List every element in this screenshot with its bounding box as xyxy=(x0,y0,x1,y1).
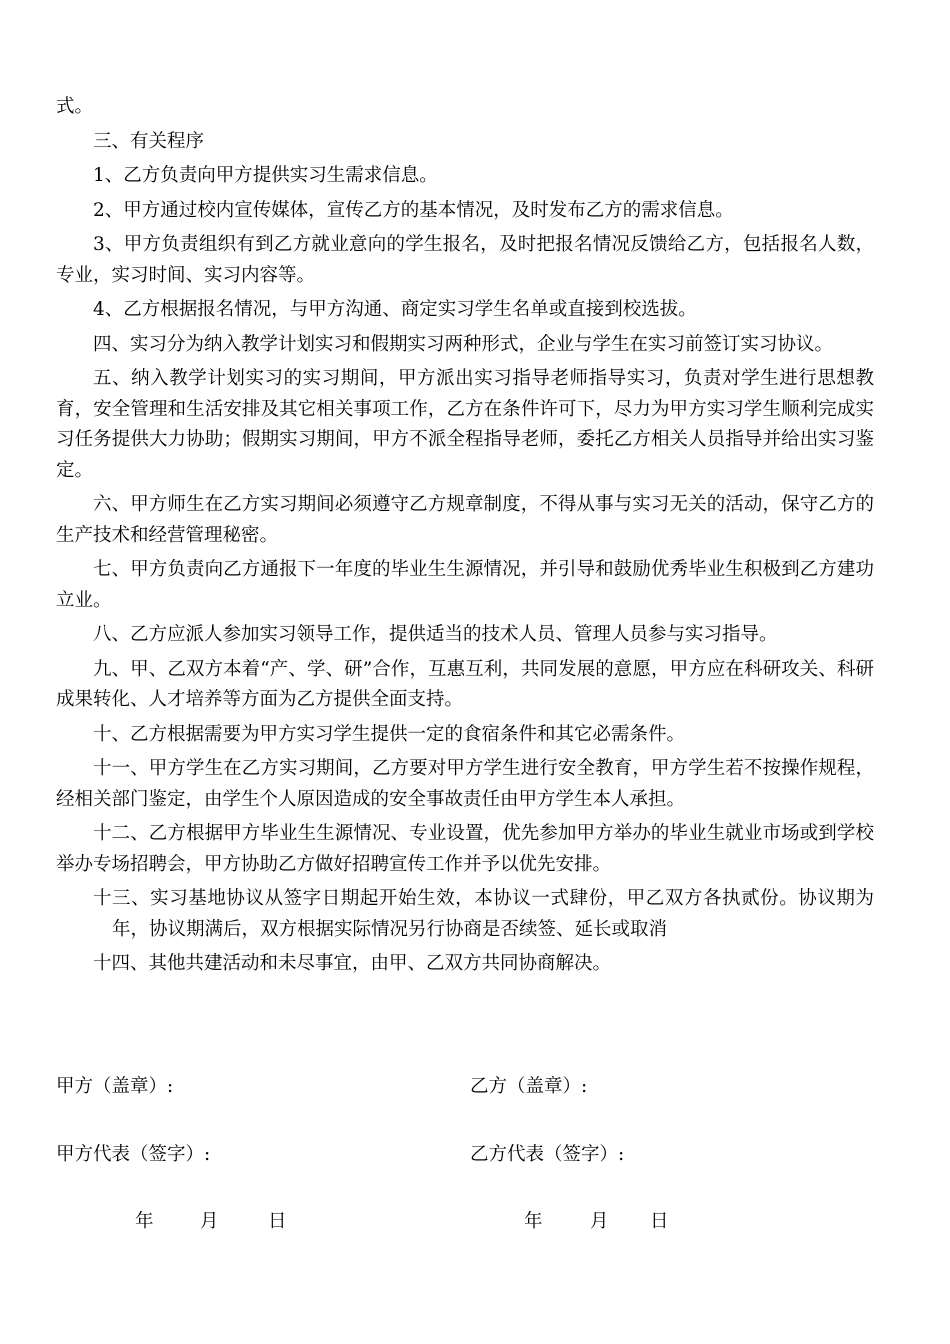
paragraph-section-6: 六、甲方师生在乙方实习期间必须遵守乙方规章制度，不得从事与实习无关的活动，保守乙方的生产技术和经营管理秘密。 xyxy=(56,494,874,546)
paragraph-section-4: 四、实习分为纳入教学计划实习和假期实习两种形式，企业与学生在实习前签订实习协议。 xyxy=(93,333,834,355)
party-a-day: 日 xyxy=(268,1211,287,1232)
paragraph-13-part2: 年，协议期满后，双方根据实际情况另行协商是否续签、延长或取消 xyxy=(112,918,668,940)
party-b-day: 日 xyxy=(650,1211,669,1232)
party-a-representative-label: 甲方代表（签字）: xyxy=(56,1144,211,1165)
paragraph-section-7: 七、甲方负责向乙方通报下一年度的毕业生生源情况，并引导和鼓励优秀毕业生积极到乙方建功立业。 xyxy=(56,559,874,611)
paragraph-3-3: 3、甲方负责组织有到乙方就业意向的学生报名，及时把报名情况反馈给乙方，包括报名人数，专业，实习时间、实习内容等。 xyxy=(56,234,874,286)
party-b-seal-label: 乙方（盖章）: xyxy=(470,1076,588,1097)
paragraph-section-8: 八、乙方应派人参加实习领导工作，提供适当的技术人员、管理人员参与实习指导。 xyxy=(93,624,778,645)
party-b-month: 月 xyxy=(590,1211,609,1232)
agreement-body xyxy=(56,92,874,984)
party-a-month: 月 xyxy=(200,1211,219,1232)
paragraph-section-5: 五、纳入教学计划实习的实习期间，甲方派出实习指导老师指导实习，负责对学生进行思想教育，安全管理和生活安排及其它相关事项工作，乙方在条件许可下，尽力为甲方实习学生顺利完成实习任务提供大力协助；假期实习期间，甲方不派全程指导老师，委托乙方相关人员指导并给出实习鉴定。 xyxy=(56,368,874,481)
paragraph-13-part1: 十三、实习基地协议从签字日期起开始生效，本协议一式肆份，甲乙双方各执贰份。协议期为 xyxy=(93,888,874,909)
party-a-seal-label: 甲方（盖章）: xyxy=(56,1076,174,1097)
paragraph-section-14: 十四、其他共建活动和未尽事宜，由甲、乙双方共同协商解决。 xyxy=(93,953,612,974)
paragraph-3-1: 1、乙方负责向甲方提供实习生需求信息。 xyxy=(93,165,438,186)
paragraph-section-11: 十一、甲方学生在乙方实习期间，乙方要对甲方学生进行安全教育，甲方学生若不按操作规程，经相关部门鉴定，由学生个人原因造成的安全事故责任由甲方学生本人承担。 xyxy=(56,758,874,810)
paragraph-3-4: 4、乙方根据报名情况，与甲方沟通、商定实习学生名单或直接到校选拔。 xyxy=(93,299,697,320)
lead-line: 式。 xyxy=(56,96,94,117)
paragraph-section-3: 三、有关程序 xyxy=(93,130,205,152)
paragraph-section-9: 九、甲、乙双方本着“产、学、研”合作，互惠互利，共同发展的意愿，甲方应在科研攻关、科研成果转化、人才培养等方面为乙方提供全面支持。 xyxy=(56,658,874,710)
party-a-year: 年 xyxy=(135,1211,154,1232)
party-b-date xyxy=(0,1210,950,1234)
paragraph-section-10: 十、乙方根据需要为甲方实习学生提供一定的食宿条件和其它必需条件。 xyxy=(93,723,686,745)
party-b-year: 年 xyxy=(524,1211,543,1232)
paragraph-section-13 xyxy=(56,884,874,945)
paragraph-section-12: 十二、乙方根据甲方毕业生生源情况、专业设置，优先参加甲方举办的毕业生就业市场或到学校举办专场招聘会，甲方协助乙方做好招聘宣传工作并予以优先安排。 xyxy=(56,823,874,875)
paragraph-3-2: 2、甲方通过校内宣传媒体，宣传乙方的基本情况，及时发布乙方的需求信息。 xyxy=(93,199,734,221)
party-b-representative-label: 乙方代表（签字）: xyxy=(470,1144,625,1165)
